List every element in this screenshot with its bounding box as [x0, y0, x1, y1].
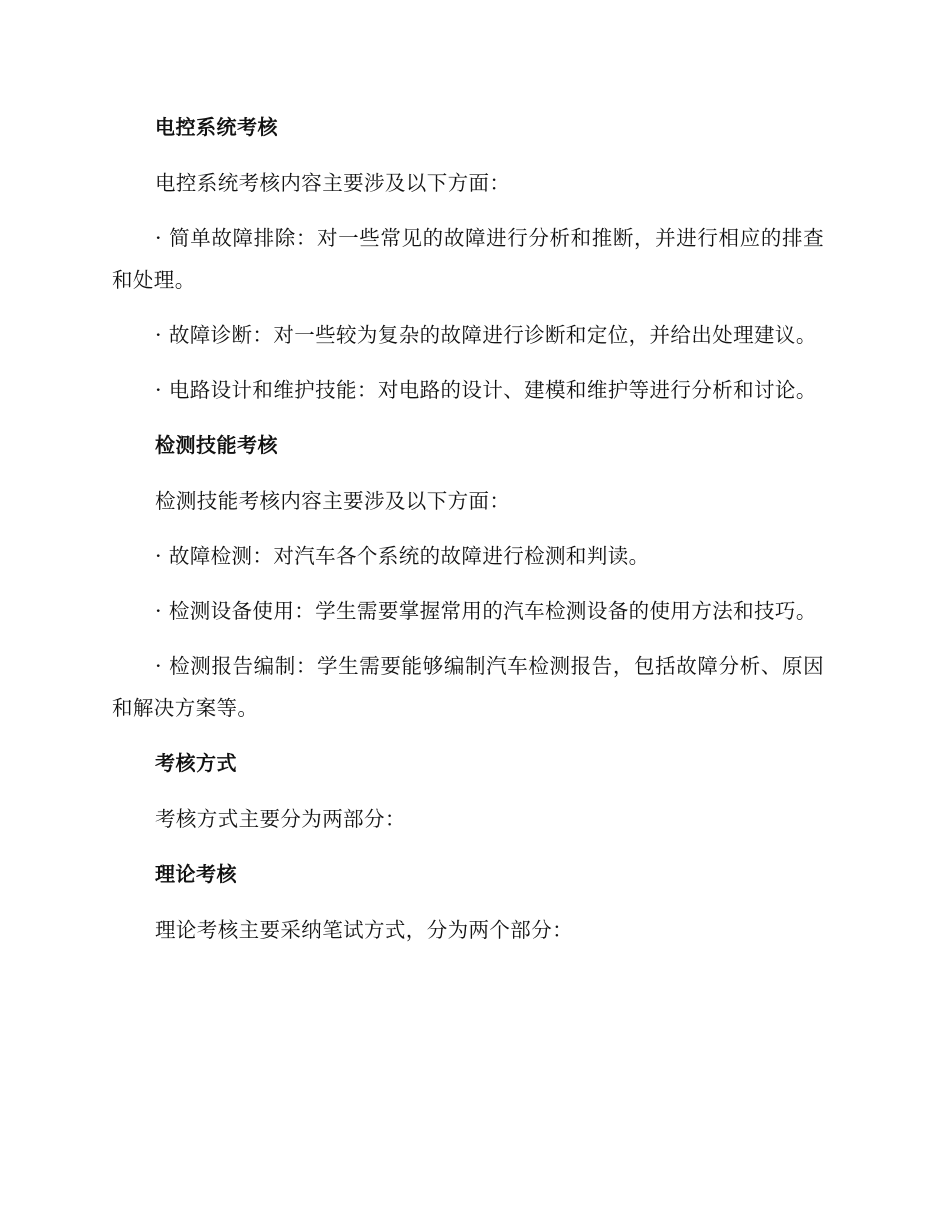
section-heading-theory-assessment: 理论考核 — [155, 862, 237, 886]
section-heading-electronic-control: 电控系统考核 — [155, 115, 278, 139]
list-item-simple-troubleshooting: · 简单故障排除：对一些常见的故障进行分析和推断，并进行相应的排查和处理。 — [112, 226, 824, 292]
section-intro-inspection-skills: 检测技能考核内容主要涉及以下方面： — [155, 489, 511, 513]
list-item-fault-diagnosis: · 故障诊断：对一些较为复杂的故障进行诊断和定位，并给出处理建议。 — [155, 323, 817, 347]
list-item-fault-detection: · 故障检测：对汽车各个系统的故障进行检测和判读。 — [155, 544, 650, 568]
section-heading-assessment-method: 考核方式 — [155, 751, 237, 775]
document-page — [112, 106, 824, 951]
section-heading-inspection-skills: 检测技能考核 — [155, 433, 278, 457]
list-item-report-writing: · 检测报告编制：学生需要能够编制汽车检测报告，包括故障分析、原因和解决方案等。 — [112, 654, 824, 720]
section-intro-theory-assessment: 理论考核主要采纳笔试方式，分为两个部分： — [155, 918, 573, 942]
section-intro-assessment-method: 考核方式主要分为两部分： — [155, 807, 406, 831]
list-item-equipment-usage: · 检测设备使用：学生需要掌握常用的汽车检测设备的使用方法和技巧。 — [155, 599, 817, 623]
list-item-circuit-design: · 电路设计和维护技能：对电路的设计、建模和维护等进行分析和讨论。 — [155, 378, 817, 402]
section-intro-electronic-control: 电控系统考核内容主要涉及以下方面： — [155, 171, 511, 195]
